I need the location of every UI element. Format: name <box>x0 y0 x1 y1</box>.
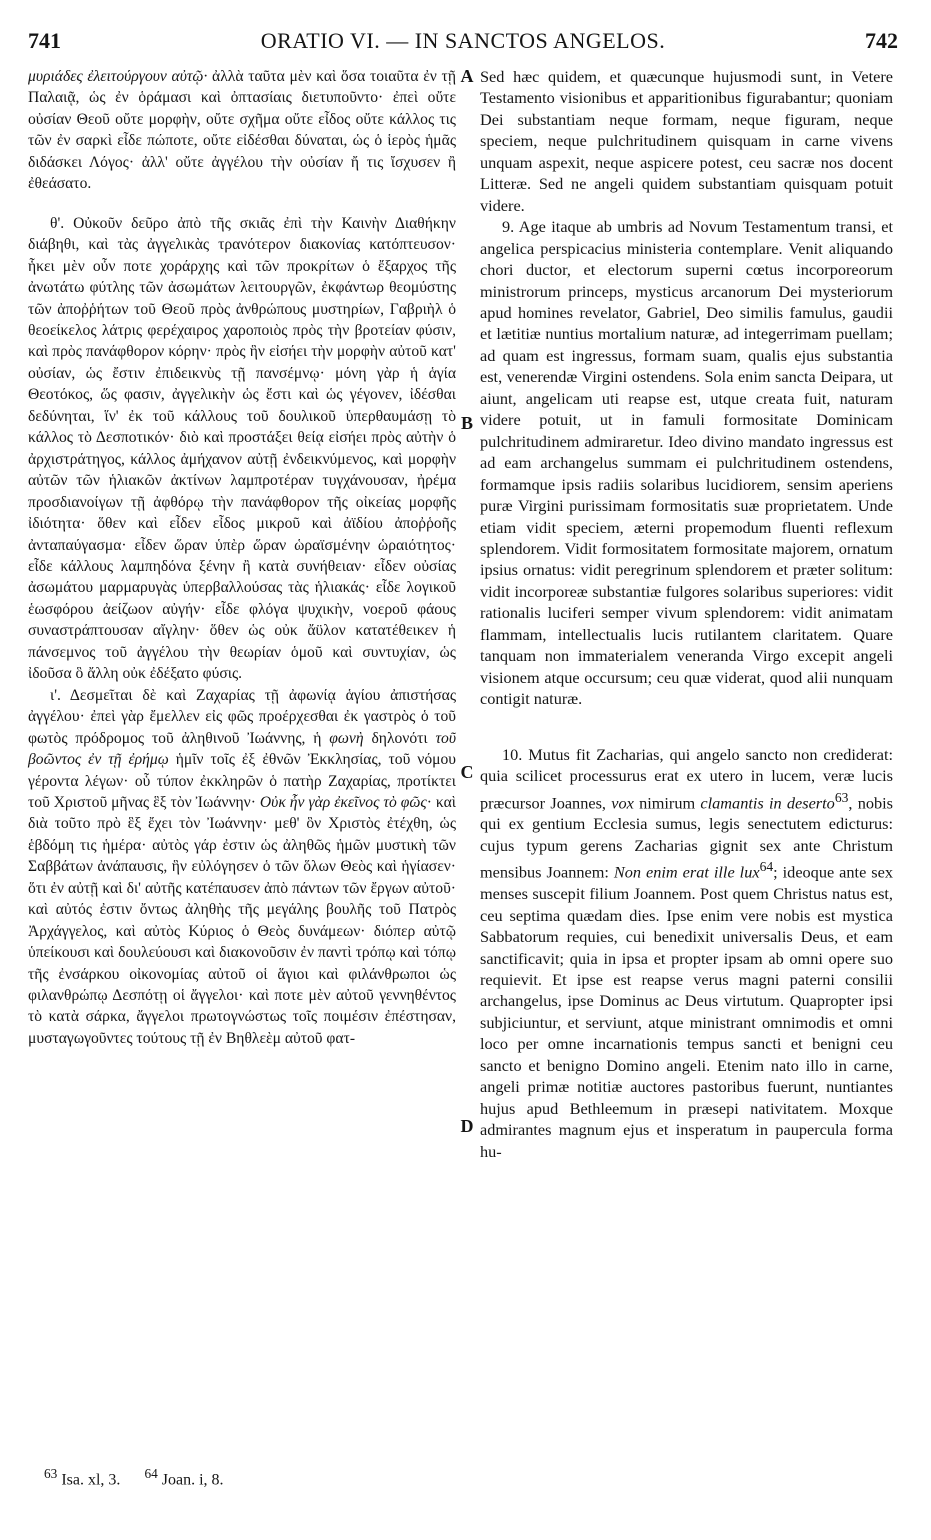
greek-p1-text: ἀλλὰ ταῦτα μὲν καὶ ὅσα τοιαῦτα ἐν τῇ Παλαιᾷ, ὡς ἐν ὁράμασι καὶ ὀπτασίαις διετυποῦντο· ἐπεὶ οὔτε οὐσίαν Θεοῦ οὔτε μορφὴν, οὔτε σχῆμα οὔτε εἶδος οὔτε κάλλος τις τῶν ἐν σαρκὶ εἶδε πώποτε, οὔτε εἰδέσθαι δύναται, ὡς ὁ ἱερὸς ἡμᾶς διδάσκει Λόγος· ἀλλ' οὔτε ἀγγέλου τὴν οὐσίαν ἤ τις ἴσχυσεν ἢ ἐθεάσατο. <box>28 68 456 193</box>
greek-p10-text-d: · καὶ διὰ τοῦτο πρὸ ἓξ ἔχει τὸν Ἰωάννην· μεθ' ὃν Χριστὸς ἐτέχθη, ὡς ἑβδόμη τις ἡμέρα· αὐτὸς γάρ ἐστιν ὡς ἀληθῶς ἡμῶν μυστικὴ τῶν Σαββάτων ἀνάπαυσις, ἣν εὐλόγησεν ὁ τῶν ὅλων Θεὸς καὶ ἡγίασεν· ὅτι ἐν αὐτῇ καὶ δι' αὐτῆς κατέπαυσεν ἀπὸ πάντων τῶν ἔργων αὐτοῦ· καὶ αὐτός ἐστιν ὄντως ἀληθὴς τῆς μεγάλης βουλῆς τοῦ Πατρὸς Ἀρχάγγελος, καὶ αὐτὸς Κύριος ὁ Θεὸς δυνάμεων· διόπερ αὐτῷ ὑπείκουσι καὶ δουλεύουσι καὶ διακονοῦσιν ἐν παντὶ τρόπῳ καὶ τόπῳ τῆς ἐνσάρκου οἰκονομίας αὐτοῦ οἱ ἅγιοι καὶ φιλάνθρωποι ὡς φιλανθρώπῳ Δεσπότῃ οἱ ἄγγελοι· καὶ ποτε μὲν αὐτοῦ γεννηθέντος τὸ κατὰ σάρκα, ἄγγελοι πρωτογνώστως τοῖς ποιμέσιν ἐπέστησαν, μυσταγωγοῦντες τούτους τῇ ἐν Βηθλεὲμ αὐτοῦ φατ- <box>28 793 456 1047</box>
greek-p10-text-c: ἡμῖν τοῖς ἐξ ἐθνῶν Ἐκκλησίας, τοῦ νόμου γέροντα λέγων· οὗ τύπον ἐκκληρῶν ὁ πατὴρ Ζαχαρίας, προτίκτει τοῦ Χριστοῦ μῆνας ἓξ τὸν Ἰωάννην· <box>28 751 456 811</box>
footnote-63-text: Isa. xl, 3. <box>61 1471 121 1489</box>
greek-p10-italic-2: τοῦ βοῶντος ἐν τῇ ἐρήμῳ <box>28 729 456 769</box>
footnotes <box>44 1466 224 1489</box>
greek-p10-italic-1: φωνὴ <box>329 729 364 747</box>
page-number-right: 742 <box>865 28 898 53</box>
greek-p10-italic-3: Οὐκ ἦν γὰρ ἐκεῖνος τὸ φῶς <box>259 793 427 811</box>
running-title: ORATIO VI. — IN SANCTOS ANGELOS. <box>260 28 666 53</box>
greek-p10-text-a: ι'. Δεσμεῖται δὲ καὶ Ζαχαρίας τῇ ἀφωνίᾳ ἁγίου ἀπιστήσας ἀγγέλου· ἐπεὶ γὰρ ἔμελλεν εἰς φῶς προέρχεσθαι ἐκ γαστρὸς ὁ τοῦ φωτὸς πρόδρομος τοῦ ἀληθινοῦ Ἰωάννης, ἡ <box>28 686 456 747</box>
greek-paragraph-9: θ'. Οὐκοῦν δεῦρο ἀπὸ τῆς σκιᾶς ἐπὶ τὴν Καινὴν Διαθήκην διάβηθι, καὶ τὰς ἀγγελικὰς τρανότερον διακονίας κατόπτευσον· ἧκει μὲν οὖν ποτε χοράρχης καὶ τῶν προκρίτων ὁ ἔξαρχος τῆς ἀνωτάτω φύτλης τῶν ἀσωμάτων λειτουργῶν, ἐκφάντωρ θεομύστης τῶν ἀποῤῥήτων τοῦ Θεοῦ πρὸς ἀνθρώπους μυστηρίων, Γαβριὴλ ὁ θεοείκελος λάτρις φερέχαιρος χαροποιὸς πρὸς τὴν βροτείαν φύσιν, καὶ πρὸς πανάφθορον κόρην· πρὸς ἣν εἰσήει τὴν μορφὴν αὐτοῦ κατ' οὐσίαν, ὡς ἔστιν ἐπιδεικνὺς τῇ πανσέμνῳ· μόνη γὰρ ἡ ἁγία Θεοτόκος, ὥς φασιν, ἀγγελικὴν ὡς ἔστι καὶ ὡς γέγονεν, ἰδέσθαι δεδύνηται, ἵν' ἐκ τοῦ κάλλους τοῦ δουλικοῦ ὑπερθαυμάσῃ τὸ κάλλος τὸ Δεσποτικόν· διὸ καὶ προστάξει θείᾳ εἰσήει πρὸς αὐτὴν ὁ ἀρχιστράτηγος, κάλλος ἀμήχανον αὐτῇ ἐνδεικνύμενος, καὶ μορφὴν αὐτῶν τῶν ἡλιακῶν ἀκτίνων λαμπροτέραν τυγχάνουσαν, ἠρέμα προσδιανοίγων τῇ ἀφθόρῳ τὴν πανάφθορον τῆς οἰκείας μορφῆς ἰδιότητα· ὅθεν καὶ εἶδεν εἶδος μικροῦ καὶ ἀϊδίου ἀποῤῥοῆς ἀνταπαύγασμα· εἶδεν ὥραν ὑπὲρ ὥραν ὡραϊσμένην ὡραιότητος· εἶδε κάλλους λαμπηδόνα ξένην ἢ κατὰ συνήθειαν· εἶδεν οὐσίας ἀσωμάτου μαρμαρυγὰς ὑπερβαλλούσας τὰς ἡλιακάς· εἶδε λογικοῦ ἑωσφόρου ἀείζωον αὐγήν· εἶδε φλόγα ψυχικὴν, νοεροῦ φάους συναστράπτουσαν αἴγλην· ὅθεν ὡς οὐκ ἄϋλον κατατέθεικεν ἡ πάνσεμνος τοῦ ἀγγέλου τὴν θεωρίαν ὁμοῦ καὶ συντυχίαν, ὡς ἰδοῦσα ὃ ἄλλη οὐκ ἐδέξατο φύσις. <box>28 214 456 683</box>
latin-p10-text-b: nimirum <box>633 792 701 812</box>
page-header <box>28 28 898 64</box>
latin-p10-text-d: ; ideoque ante sex menses suscepit filium Joannem. Post quem Christus natus est, ceu septima quædam dies. Ipse enim vere nobis est mystica Sabbatorum requies, cui benedixit universalis Deus, et eam sanctificavit; quia in ipsa et propter ipsam ab omni opere suo requievit. Et ipse est reapse verus magni paterni consilii archangelus, ipse Dominus ac Deus virtutum. Quapropter ipsi subjiciuntur, et serviunt, atque ministrant omnimodis et omni loco per omne incarnationis tempus sancti et benigni ceu sancto et benigno Domino angeli. Etenim nato illo in carne, angeli primæ notitiæ auctores pastoribus fuerunt, nuntiantes hujus apud Bethleemum in præsepi nativitatem. Moxque admirantes magnum ejus et insperatum in paupercula forma hu- <box>480 862 893 1161</box>
greek-paragraph-10 <box>28 685 456 1050</box>
latin-p10-text-c: , nobis qui ex gentium Ecclesia sumus, legis senectutem edicturus: cujus typum gerens Zacharias gignit sex ante Christum mensibus Joannem: <box>480 792 893 882</box>
latin-paragraph-1: Sed hæc quidem, et quæcunque hujusmodi sunt, in Vetere Testamento visionibus et apparitionibus figurabantur; quoniam Dei substantiam neque formam, neque figuram, neque speciem, neque pulchritudinem quisquam in carne vivens unquam aspexit, neque aspicere potest, ceu sacræ nos docent Litteræ. Sed ne angeli quidem substantiam quisquam potuit videre. <box>480 67 893 215</box>
margin-marker-b: B <box>460 413 473 433</box>
latin-p10-text-a: 10. Mutus fit Zacharias, qui angelo sancto non crediderat: quia scilicet processurus erat ex utero in lucem, veræ lucis præcursor Joannes, <box>480 744 893 812</box>
latin-paragraph-9: 9. Age itaque ab umbris ad Novum Testamentum transi, et angelica perspicacius ministeria contemplare. Venit aliquando chori ductor, et electorum superni cœtus incorporeorum ministrorum princeps, mysticus arcanorum Dei mysteriorum apud homines revelator, Gabriel, Deo similis famulus, gaudii et lætitiæ nuntius mortalium naturæ, ad integerrimam puellam; ad quam est ingressus, formam suam, qualis ejus substantia est, venerendæ Virgini ostendens. Sola enim sancta Deipara, ut aiunt, angelicam uti reapse est, utque creata fuit, naturam videre potuit, ut in famuli formositate Dominicam pulchritudinem admiraretur. Ideo divino mandato ingressus est ad eam archangelus summam ei pulchritudinem ostendens, formamque ipsis radiis solaribus lucidiorem, sensim aperiens puræ Virgini purissimam formositatis suæ proprietatem. Unde etiam vidit speciem, æterni propemodum fluenti reflexum splendorem. Vidit formositatem formositate majorem, ornatum ipsius ornatus: vidit peregrinum splendorem et præter solitum: vidit incorporeæ substantiæ fulgores solaribus superiores: vidit rationalis luciferi semper vivum splendorem: vidit animatam flammam, intellectualis lucis rutilantem claritatem. Quare tanquam non immaterialem veneranda Virgo excepit angeli visionem atque occursum; ceu quæ viderat, quod alii nunquam contigit naturæ. <box>480 217 893 709</box>
footnote-ref-63: 63 <box>834 789 849 805</box>
margin-marker-c: C <box>460 762 474 782</box>
latin-p10-italic-1: vox <box>611 792 634 812</box>
margin-marker-a: A <box>460 66 474 86</box>
latin-column <box>480 66 893 1162</box>
greek-column <box>28 66 456 1049</box>
footnote-number-64: 64 <box>144 1466 158 1481</box>
greek-p10-text-b: δηλονότι <box>363 729 436 747</box>
page-number-left: 741 <box>28 28 61 53</box>
latin-p10-italic-3: Non enim erat ille lux <box>613 862 760 882</box>
footnote-number-63: 63 <box>44 1466 58 1481</box>
greek-paragraph-1 <box>28 66 456 195</box>
latin-p10-italic-2: clamantis in deserto <box>700 792 835 812</box>
latin-paragraph-10 <box>480 744 893 1162</box>
footnote-ref-64: 64 <box>759 859 774 875</box>
greek-italic-lead: μυριάδες ἐλειτούργουν αὐτῷ· <box>28 68 208 85</box>
footnote-64-text: Joan. i, 8. <box>161 1471 224 1489</box>
margin-marker-d: D <box>460 1116 474 1136</box>
